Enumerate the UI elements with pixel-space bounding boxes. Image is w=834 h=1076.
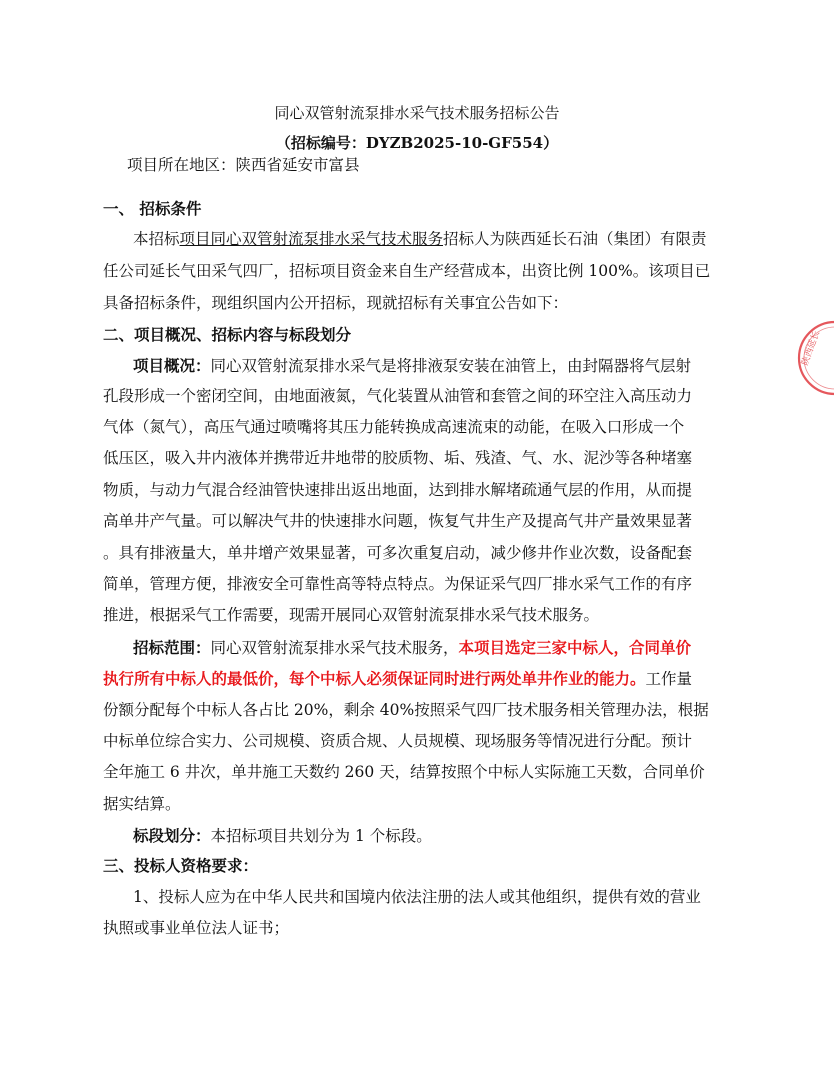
- lot-label: 标段划分：: [133, 826, 211, 845]
- section-1-line-2: 任公司延长气田采气四厂，招标项目资金来自生产经营成本，出资比例 100%。该项目已: [103, 262, 711, 280]
- scope-line-4: 中标单位综合实力、公司规模、资质合规、人员规模、现场服务等情况进行分配。预计: [103, 732, 693, 750]
- section-1-heading: 一、 招标条件: [103, 199, 202, 218]
- svg-text:陕西延长: 陕西延长: [800, 329, 823, 368]
- scope-line-6: 据实结算。: [103, 795, 181, 813]
- section-3-heading: 三、投标人资格要求：: [103, 856, 259, 875]
- overview-line-6: 高单井产气量。可以解决气井的快速排水问题，恢复气井生产及提高气井产量效果显著: [103, 512, 693, 530]
- overview-line-7: 。具有排液量大，单井增产效果显著，可多次重复启动，减少修井作业次数，设备配套: [103, 544, 693, 562]
- qualification-line-2: 执照或事业单位法人证书；: [103, 919, 290, 937]
- section-2-heading: 二、项目概况、招标内容与标段划分: [103, 325, 352, 344]
- lot-line: [133, 828, 432, 845]
- text-run: 同心双管射流泵排水采气是将排液泵安装在油管上，由封隔器将气层射: [210, 357, 692, 375]
- text-run: 同心双管射流泵排水采气技术服务，: [210, 639, 459, 657]
- overview-line-8: 简单，管理方便，排液安全可靠性高等特点特点。为保证采气四厂排水采气工作的有序: [103, 575, 693, 593]
- project-location: 项目所在地区：陕西省延安市富县: [127, 156, 360, 174]
- overview-line-5: 物质，与动力气混合经油管快速排出返出地面，达到排水解堵疏通气层的作用，从而提: [103, 481, 693, 499]
- scope-highlight: 执行所有中标人的最低价，每个中标人必须保证同时进行两处单井作业的能力。: [103, 669, 646, 688]
- overview-line-3: 气体（氮气），高压气通过喷嘴将其压力能转换成高速流束的动能，在吸入口形成一个: [103, 418, 685, 436]
- company-seal-stamp: [795, 318, 834, 398]
- scope-line-3: 份额分配每个中标人各占比 20%，剩余 40%按照采气四厂技术服务相关管理办法，根据: [103, 701, 709, 719]
- overview-line-4: 低压区，吸入井内液体并携带近井地带的胶质物、垢、残渣、气、水、泥沙等各种堵塞: [103, 449, 693, 467]
- scope-line-5: 全年施工 6 井次，单井施工天数约 260 天，结算按照个中标人实际施工天数，合同单价: [103, 763, 705, 781]
- scope-line-1: [133, 640, 691, 657]
- text-run: 本招标项目共划分为 1 个标段。: [210, 827, 432, 845]
- tender-code: （招标编号：DYZB2025-10-GF554）: [275, 134, 559, 152]
- overview-line-1: [133, 358, 691, 375]
- qualification-line-1: 1、投标人应为在中华人民共和国境内依法注册的法人或其他组织，提供有效的营业: [133, 888, 701, 906]
- scope-label: 招标范围：: [133, 638, 211, 657]
- scope-highlight: 本项目选定三家中标人，合同单价: [458, 638, 692, 657]
- overview-line-2: 孔段形成一个密闭空间，由地面液氮，气化装置从油管和套管之间的环空注入高压动力: [103, 387, 693, 405]
- project-name-underlined: 项目同心双管射流泵排水采气技术服务: [179, 230, 444, 248]
- text-run: 招标人为陕西延长石油（集团）有限责: [443, 230, 707, 248]
- overview-label: 项目概况：: [133, 356, 211, 375]
- text-run: 工作量: [645, 670, 693, 688]
- scope-line-2: [103, 671, 692, 688]
- section-1-line-3: 具备招标条件，现组织国内公开招标，现就招标有关事宜公告如下：: [103, 294, 569, 312]
- document-title: 同心双管射流泵排水采气技术服务招标公告: [274, 104, 560, 122]
- overview-line-9: 推进，根据采气工作需要，现需开展同心双管射流泵排水采气技术服务。: [103, 606, 600, 624]
- section-1-line-1: [133, 232, 707, 248]
- text-run: 本招标: [133, 230, 180, 248]
